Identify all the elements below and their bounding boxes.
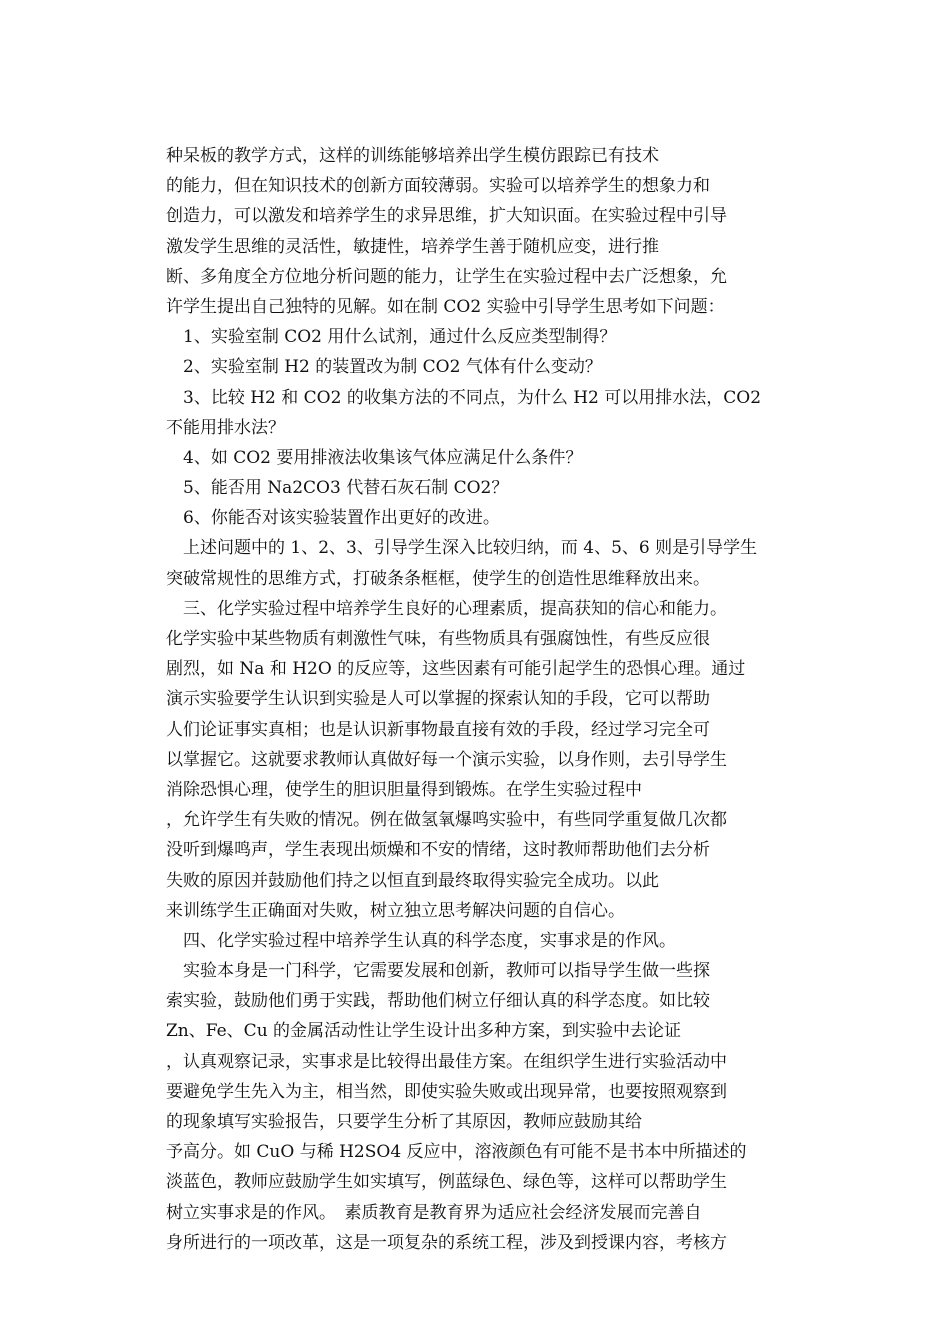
text-line: 实验本身是一门科学，它需要发展和创新，教师可以指导学生做一些探	[166, 961, 710, 982]
document-body	[166, 141, 788, 1258]
text-line: 许学生提出自己独特的见解。如在制 CO2 实验中引导学生思考如下问题：	[166, 296, 725, 317]
text-line: 4、如 CO2 要用排液法收集该气体应满足什么条件？	[166, 447, 583, 468]
text-line: Zn、Fe、Cu 的金属活动性让学生设计出多种方案，到实验中去论证	[166, 1021, 682, 1042]
text-line: 不能用排水法？	[166, 417, 285, 438]
text-line: 淡蓝色，教师应鼓励学生如实填写，例蓝绿色、绿色等，这样可以帮助学生	[166, 1172, 727, 1193]
text-line: 消除恐惧心理，使学生的胆识胆量得到锻炼。在学生实验过程中	[166, 779, 642, 800]
text-line: 6、你能否对该实验装置作出更好的改进。	[166, 508, 500, 529]
text-line: 断、多角度全方位地分析问题的能力，让学生在实验过程中去广泛想象，允	[166, 266, 727, 287]
text-line: 5、能否用 Na2CO3 代替石灰石制 CO2？	[166, 478, 509, 499]
text-line: 的现象填写实验报告，只要学生分析了其原因，教师应鼓励其给	[166, 1112, 642, 1132]
text-line: 索实验，鼓励他们勇于实践，帮助他们树立仔细认真的科学态度。如比较	[166, 991, 710, 1012]
text-line: 予高分。如 CuO 与稀 H2SO4 反应中，溶液颜色有可能不是书本中所描述的	[166, 1142, 747, 1163]
text-line: 树立实事求是的作风。 素质教育是教育界为适应社会经济发展而完善自	[166, 1202, 702, 1223]
text-line: 1、实验室制 CO2 用什么试剂，通过什么反应类型制得？	[166, 327, 617, 348]
text-line: 上述问题中的 1、2、3、引导学生深入比较归纳，而 4、5、6 则是引导学生	[166, 538, 758, 559]
text-line: 的能力，但在知识技术的创新方面较薄弱。实验可以培养学生的想象力和	[166, 176, 710, 197]
text-line: 失败的原因并鼓励他们持之以恒直到最终取得实验完全成功。以此	[166, 870, 659, 891]
text-line: 三、化学实验过程中培养学生良好的心理素质，提高获知的信心和能力。	[166, 598, 727, 619]
text-line: 3、比较 H2 和 CO2 的收集方法的不同点，为什么 H2 可以用排水法，CO2	[166, 387, 762, 408]
text-line: 四、化学实验过程中培养学生认真的科学态度，实事求是的作风。	[166, 930, 676, 951]
text-line: 2、实验室制 H2 的装置改为制 CO2 气体有什么变动？	[166, 357, 602, 378]
text-line: ，允许学生有失败的情况。例在做氢氧爆鸣实验中，有些同学重复做几次都	[166, 810, 727, 831]
text-line: 演示实验要学生认识到实验是人可以掌握的探索认知的手段，它可以帮助	[166, 689, 710, 710]
text-line: 来训练学生正确面对失败，树立独立思考解决问题的自信心。	[166, 900, 625, 921]
text-line: 化学实验中某些物质有刺激性气味，有些物质具有强腐蚀性，有些反应很	[166, 629, 710, 649]
text-line: 要避免学生先入为主，相当然，即使实验失败或出现异常，也要按照观察到	[166, 1081, 727, 1102]
text-line: 创造力，可以激发和培养学生的求异思维，扩大知识面。在实验过程中引导	[166, 206, 727, 227]
text-line: 种呆板的教学方式，这样的训练能够培养出学生模仿跟踪已有技术	[166, 146, 659, 166]
text-line: 激发学生思维的灵活性，敏捷性，培养学生善于随机应变，进行推	[166, 236, 659, 257]
text-line: 以掌握它。这就要求教师认真做好每一个演示实验，以身作则，去引导学生	[166, 749, 727, 770]
text-line: 人们论证事实真相；也是认识新事物最直接有效的手段，经过学习完全可	[166, 719, 710, 740]
text-line: 剧烈，如 Na 和 H2O 的反应等，这些因素有可能引起学生的恐惧心理。通过	[166, 659, 746, 680]
text-line: 身所进行的一项改革，这是一项复杂的系统工程，涉及到授课内容，考核方	[166, 1232, 727, 1253]
text-line: 突破常规性的思维方式，打破条条框框，使学生的创造性思维释放出来。	[166, 568, 710, 589]
text-line: ，认真观察记录，实事求是比较得出最佳方案。在组织学生进行实验活动中	[166, 1051, 727, 1072]
text-line: 没听到爆鸣声，学生表现出烦燥和不安的情绪，这时教师帮助他们去分析	[166, 840, 710, 861]
